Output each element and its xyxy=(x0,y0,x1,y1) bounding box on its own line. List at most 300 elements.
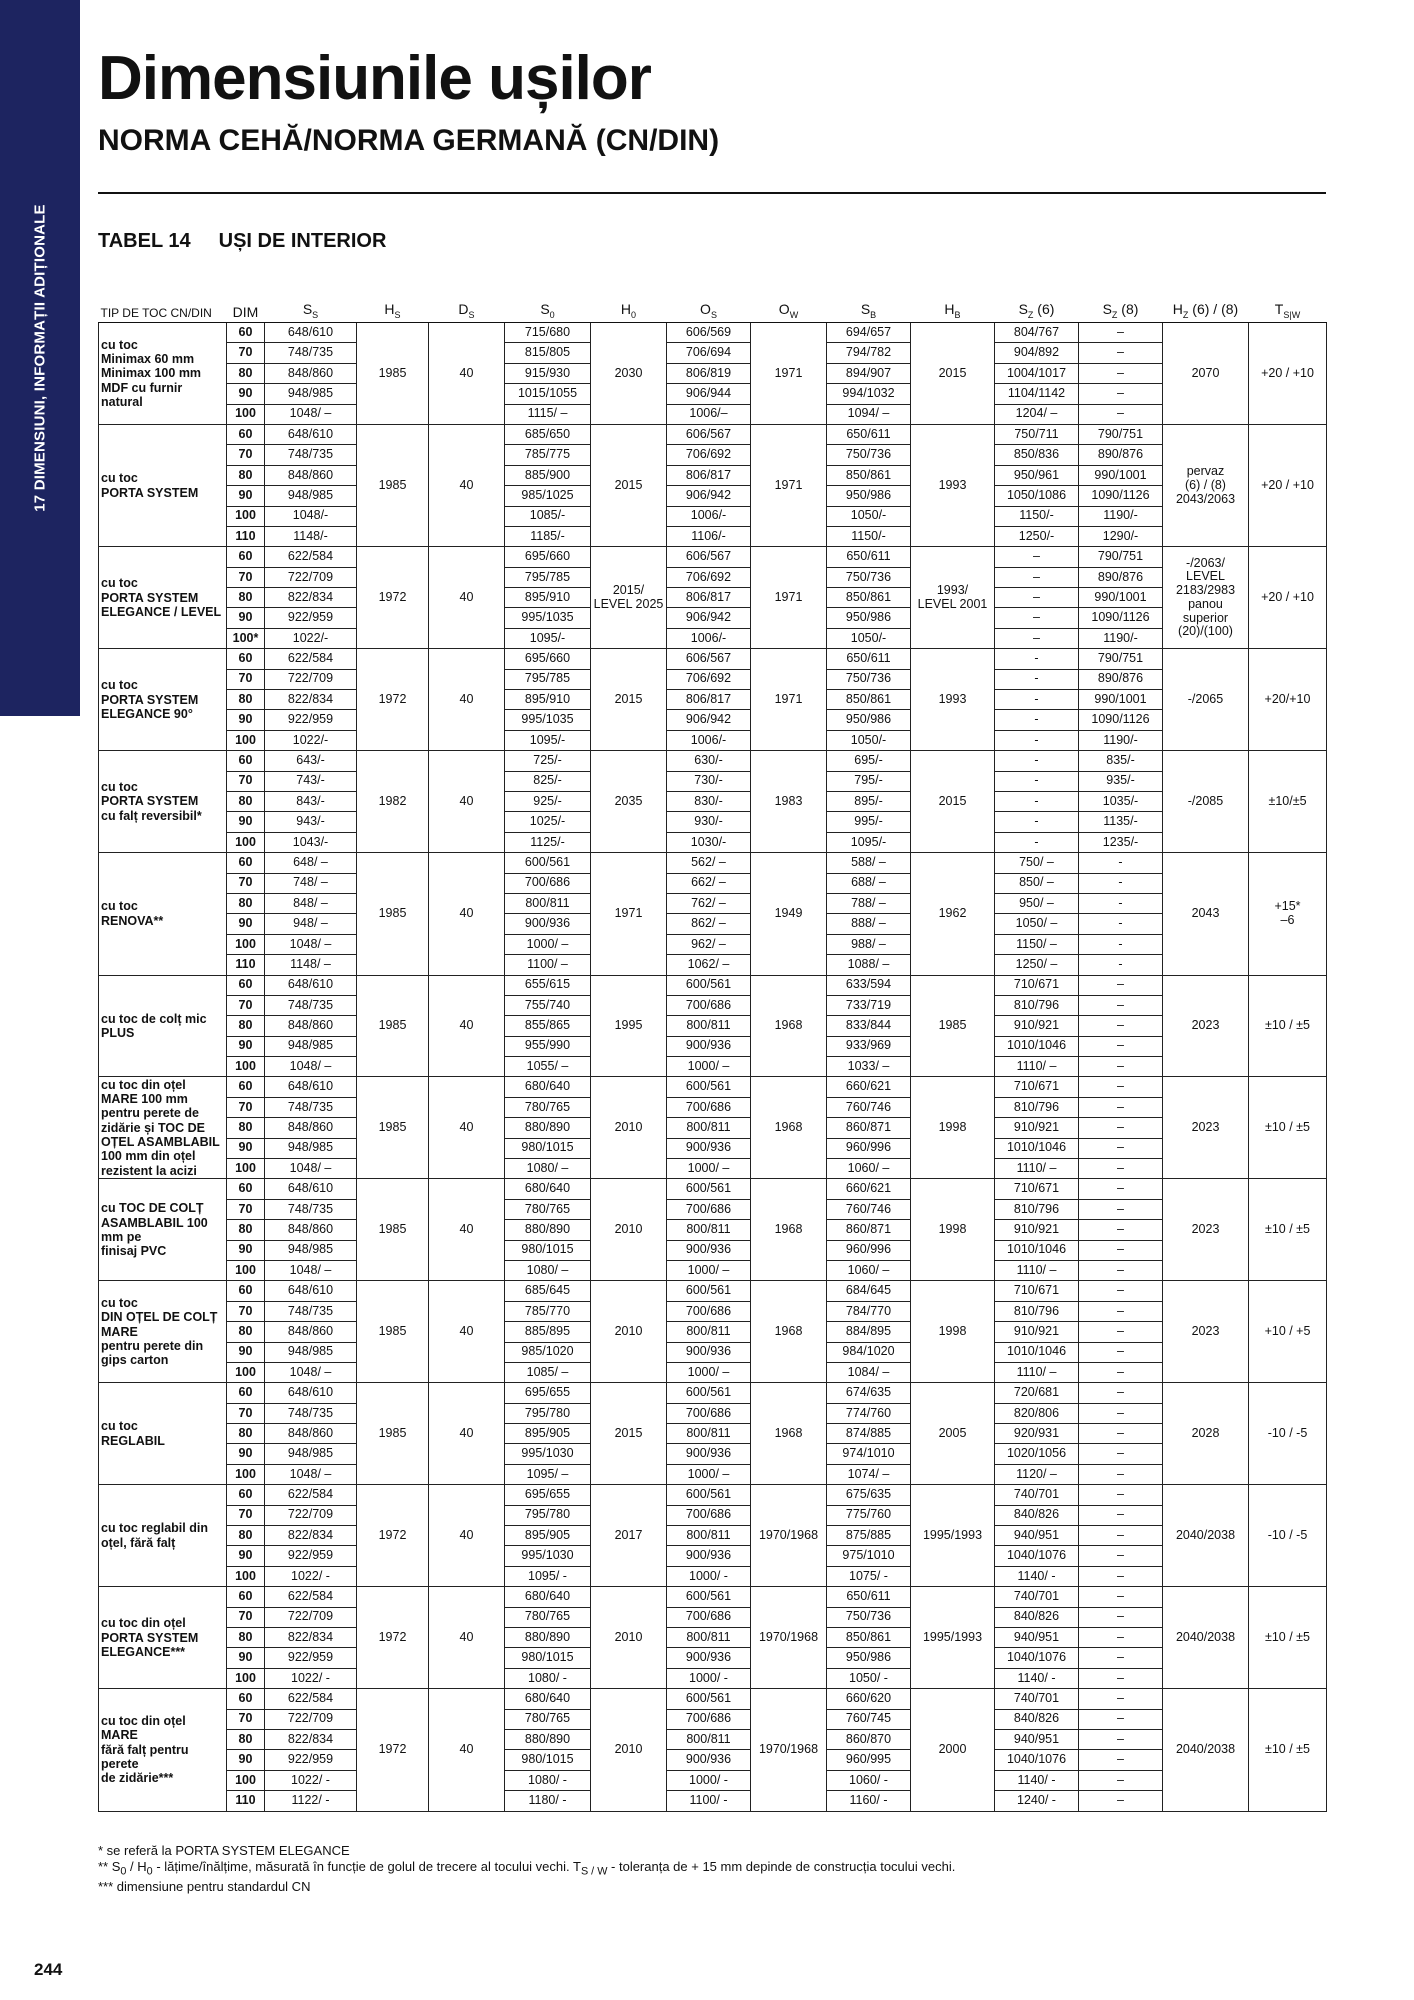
cell-hs: 1985 xyxy=(357,1077,429,1179)
cell-hs: 1972 xyxy=(357,649,429,751)
cell-dim: 70 xyxy=(227,1505,265,1525)
cell-os: 700/686 xyxy=(667,1097,751,1117)
cell-os: 700/686 xyxy=(667,1301,751,1321)
cell-hs: 1985 xyxy=(357,1383,429,1485)
page-number: 244 xyxy=(34,1960,63,1979)
cell-hb: 1962 xyxy=(911,853,995,975)
cell-sz8: 890/876 xyxy=(1079,669,1163,689)
cell-hb: 1985 xyxy=(911,975,995,1077)
table-row xyxy=(99,1036,1327,1056)
cell-os: 800/811 xyxy=(667,1016,751,1036)
table-row xyxy=(99,384,1327,404)
footnote-2-part: - lățime/înălțime, măsurată în funcție de golul de trecere al tocului vechi. T xyxy=(152,1859,581,1875)
cell-ow: 1968 xyxy=(751,975,827,1077)
cell-s0: 1080/ - xyxy=(505,1668,591,1688)
cell-ds: 40 xyxy=(429,424,505,546)
cell-sz6: 840/826 xyxy=(995,1607,1079,1627)
cell-sz8: – xyxy=(1079,1403,1163,1423)
cell-s0: 985/1025 xyxy=(505,486,591,506)
cell-dim: 80 xyxy=(227,690,265,710)
cell-os: 1006/- xyxy=(667,628,751,648)
cell-sb: 760/745 xyxy=(827,1709,911,1729)
table-row xyxy=(99,1322,1327,1342)
cell-os: 700/686 xyxy=(667,1607,751,1627)
table-row xyxy=(99,853,1327,873)
cell-sb: 774/760 xyxy=(827,1403,911,1423)
table-row xyxy=(99,1159,1327,1179)
table-row xyxy=(99,526,1327,546)
cell-sb: 950/986 xyxy=(827,486,911,506)
cell-dim: 90 xyxy=(227,486,265,506)
cell-os: 700/686 xyxy=(667,1403,751,1423)
table-title xyxy=(98,230,386,253)
cell-ss: 748/735 xyxy=(265,1403,357,1423)
cell-sz8: 835/- xyxy=(1079,751,1163,771)
cell-sz8: – xyxy=(1079,1383,1163,1403)
cell-sz6: 804/767 xyxy=(995,323,1079,343)
cell-hz: 2040/2038 xyxy=(1163,1689,1249,1811)
table-row xyxy=(99,1383,1327,1403)
cell-sz6: – xyxy=(995,547,1079,567)
cell-s0: 1115/ – xyxy=(505,404,591,424)
cell-sb: 850/861 xyxy=(827,1628,911,1648)
cell-sz6: 1040/1076 xyxy=(995,1648,1079,1668)
cell-dim: 60 xyxy=(227,547,265,567)
cell-sz8: – xyxy=(1079,404,1163,424)
table-row xyxy=(99,730,1327,750)
cell-dim: 60 xyxy=(227,1587,265,1607)
cell-tsw: +20/+10 xyxy=(1249,649,1327,751)
cell-ss: 748/735 xyxy=(265,343,357,363)
cell-sz6: – xyxy=(995,588,1079,608)
cell-hz: 2070 xyxy=(1163,323,1249,425)
table-row xyxy=(99,1791,1327,1811)
cell-sb: 775/760 xyxy=(827,1505,911,1525)
table-row xyxy=(99,812,1327,832)
table-row xyxy=(99,1342,1327,1362)
cell-sz6: - xyxy=(995,649,1079,669)
cell-sb: 884/895 xyxy=(827,1322,911,1342)
cell-s0: 885/900 xyxy=(505,465,591,485)
cell-dim: 70 xyxy=(227,445,265,465)
cell-sb: 660/620 xyxy=(827,1689,911,1709)
cell-sb: 733/719 xyxy=(827,995,911,1015)
cell-s0: 895/910 xyxy=(505,588,591,608)
table-row xyxy=(99,649,1327,669)
table-row xyxy=(99,1260,1327,1280)
cell-ss: 922/959 xyxy=(265,1648,357,1668)
cell-hs: 1972 xyxy=(357,1587,429,1689)
table-row xyxy=(99,1485,1327,1505)
cell-s0: 1055/ – xyxy=(505,1057,591,1077)
cell-sz6: 740/701 xyxy=(995,1485,1079,1505)
cell-os: 630/- xyxy=(667,751,751,771)
cell-hs: 1985 xyxy=(357,323,429,425)
cell-ds: 40 xyxy=(429,1179,505,1281)
cell-s0: 995/1035 xyxy=(505,608,591,628)
cell-ss: 743/- xyxy=(265,771,357,791)
cell-ss: 648/610 xyxy=(265,1179,357,1199)
cell-sb: 750/736 xyxy=(827,567,911,587)
cell-sz8: – xyxy=(1079,1689,1163,1709)
cell-s0: 995/1035 xyxy=(505,710,591,730)
cell-sb: 660/621 xyxy=(827,1179,911,1199)
cell-ow: 1971 xyxy=(751,323,827,425)
cell-os: 900/936 xyxy=(667,1546,751,1566)
cell-hb: 1998 xyxy=(911,1179,995,1281)
cell-dim: 90 xyxy=(227,1036,265,1056)
cell-dim: 60 xyxy=(227,424,265,444)
table-row xyxy=(99,465,1327,485)
cell-sb: 975/1010 xyxy=(827,1546,911,1566)
cell-s0: 1185/- xyxy=(505,526,591,546)
cell-ss: 748/735 xyxy=(265,1097,357,1117)
cell-os: 906/942 xyxy=(667,486,751,506)
cell-sz8: – xyxy=(1079,1301,1163,1321)
table-row xyxy=(99,588,1327,608)
cell-sz6: 1110/ – xyxy=(995,1057,1079,1077)
column-header: $D_S$ xyxy=(429,286,505,323)
cell-dim: 100 xyxy=(227,1362,265,1382)
cell-sb: 1150/- xyxy=(827,526,911,546)
cell-ow: 1970/1968 xyxy=(751,1485,827,1587)
cell-sz8: – xyxy=(1079,1424,1163,1444)
cell-ow: 1968 xyxy=(751,1383,827,1485)
cell-dim: 100 xyxy=(227,1770,265,1790)
cell-sz6: 740/701 xyxy=(995,1689,1079,1709)
cell-s0: 1085/ – xyxy=(505,1362,591,1382)
cell-os: 906/942 xyxy=(667,710,751,730)
cell-ss: 1048/- xyxy=(265,506,357,526)
cell-s0: 780/765 xyxy=(505,1607,591,1627)
cell-sz8: – xyxy=(1079,1485,1163,1505)
cell-sb: 795/- xyxy=(827,771,911,791)
cell-frame-type: cu toc DIN OȚEL DE COLȚ MARE pentru perete din gips carton xyxy=(99,1281,227,1383)
cell-ss: 648/610 xyxy=(265,323,357,343)
cell-s0: 1095/- xyxy=(505,730,591,750)
cell-os: 706/692 xyxy=(667,567,751,587)
cell-sb: 984/1020 xyxy=(827,1342,911,1362)
table-row xyxy=(99,832,1327,852)
cell-ss: 822/834 xyxy=(265,1526,357,1546)
cell-sb: 588/ – xyxy=(827,853,911,873)
table-row xyxy=(99,506,1327,526)
cell-dim: 70 xyxy=(227,1709,265,1729)
cell-os: 600/561 xyxy=(667,1179,751,1199)
cell-frame-type: cu toc PORTA SYSTEM cu falț reversibil* xyxy=(99,751,227,853)
cell-hz: -/2065 xyxy=(1163,649,1249,751)
cell-h0: 2015 xyxy=(591,424,667,546)
cell-dim: 60 xyxy=(227,1077,265,1097)
cell-hz: 2043 xyxy=(1163,853,1249,975)
table-row xyxy=(99,1505,1327,1525)
title-divider xyxy=(98,192,1326,194)
cell-dim: 80 xyxy=(227,1322,265,1342)
cell-sz8: – xyxy=(1079,1199,1163,1219)
cell-sz8: 1090/1126 xyxy=(1079,710,1163,730)
cell-hb: 1993 xyxy=(911,649,995,751)
cell-h0: 2010 xyxy=(591,1689,667,1811)
cell-s0: 1095/ – xyxy=(505,1464,591,1484)
cell-sz8: – xyxy=(1079,1587,1163,1607)
cell-ss: 622/584 xyxy=(265,1485,357,1505)
cell-ss: 948/ – xyxy=(265,914,357,934)
cell-dim: 90 xyxy=(227,384,265,404)
cell-hb: 2015 xyxy=(911,751,995,853)
cell-sz8: – xyxy=(1079,1240,1163,1260)
chapter-side-tab xyxy=(0,0,80,716)
cell-s0: 995/1030 xyxy=(505,1546,591,1566)
cell-dim: 80 xyxy=(227,1118,265,1138)
cell-sz8: – xyxy=(1079,1464,1163,1484)
cell-dim: 110 xyxy=(227,1791,265,1811)
cell-sz8: – xyxy=(1079,1668,1163,1688)
cell-sz6: 1010/1046 xyxy=(995,1036,1079,1056)
cell-dim: 60 xyxy=(227,853,265,873)
cell-hs: 1985 xyxy=(357,424,429,546)
cell-sz6: 1150/ – xyxy=(995,934,1079,954)
cell-ss: 1022/ - xyxy=(265,1770,357,1790)
cell-dim: 80 xyxy=(227,1729,265,1749)
cell-sz8: 1290/- xyxy=(1079,526,1163,546)
table-row xyxy=(99,1424,1327,1444)
cell-os: 600/561 xyxy=(667,1587,751,1607)
cell-os: 906/942 xyxy=(667,608,751,628)
table-row xyxy=(99,424,1327,444)
table-row xyxy=(99,669,1327,689)
cell-ds: 40 xyxy=(429,1077,505,1179)
table-row xyxy=(99,1628,1327,1648)
cell-sz6: 750/711 xyxy=(995,424,1079,444)
cell-ds: 40 xyxy=(429,323,505,425)
cell-ds: 40 xyxy=(429,751,505,853)
cell-sz8: - xyxy=(1079,955,1163,975)
cell-sz8: 990/1001 xyxy=(1079,465,1163,485)
cell-ow: 1971 xyxy=(751,547,827,649)
cell-tsw: ±10 / ±5 xyxy=(1249,1587,1327,1689)
cell-s0: 855/865 xyxy=(505,1016,591,1036)
cell-dim: 70 xyxy=(227,1097,265,1117)
cell-dim: 80 xyxy=(227,791,265,811)
cell-ss: 1048/ – xyxy=(265,1159,357,1179)
cell-ss: 1048/ – xyxy=(265,1260,357,1280)
cell-frame-type: cu toc din oțel MARE 100 mm pentru perete de zidărie și TOC DE OȚEL ASAMBLABIL 100 mm din oțel rezistent la acizi xyxy=(99,1077,227,1179)
table-row xyxy=(99,975,1327,995)
cell-s0: 780/765 xyxy=(505,1199,591,1219)
cell-tsw: ±10 / ±5 xyxy=(1249,1689,1327,1811)
cell-sz6: 1010/1046 xyxy=(995,1342,1079,1362)
cell-tsw: -10 / -5 xyxy=(1249,1485,1327,1587)
cell-hz: 2023 xyxy=(1163,1281,1249,1383)
cell-ss: 748/735 xyxy=(265,995,357,1015)
cell-frame-type: cu toc din oțel MARE fără falț pentru perete de zidărie*** xyxy=(99,1689,227,1811)
cell-dim: 70 xyxy=(227,1199,265,1219)
footnotes xyxy=(98,1843,955,1896)
cell-dim: 100 xyxy=(227,1057,265,1077)
cell-sb: 875/885 xyxy=(827,1526,911,1546)
table-row xyxy=(99,1281,1327,1301)
cell-sb: 694/657 xyxy=(827,323,911,343)
cell-s0: 980/1015 xyxy=(505,1240,591,1260)
table-row xyxy=(99,404,1327,424)
cell-hs: 1985 xyxy=(357,975,429,1077)
cell-s0: 815/805 xyxy=(505,343,591,363)
cell-ds: 40 xyxy=(429,649,505,751)
cell-h0: 2010 xyxy=(591,1281,667,1383)
cell-sz8: – xyxy=(1079,1220,1163,1240)
cell-ss: 622/584 xyxy=(265,649,357,669)
cell-s0: 980/1015 xyxy=(505,1648,591,1668)
cell-s0: 885/895 xyxy=(505,1322,591,1342)
cell-s0: 700/686 xyxy=(505,873,591,893)
cell-s0: 895/905 xyxy=(505,1424,591,1444)
cell-hs: 1985 xyxy=(357,853,429,975)
cell-h0: 2015/ LEVEL 2025 xyxy=(591,547,667,649)
cell-sb: 695/- xyxy=(827,751,911,771)
cell-dim: 80 xyxy=(227,1424,265,1444)
cell-os: 830/- xyxy=(667,791,751,811)
cell-ss: 1148/- xyxy=(265,526,357,546)
cell-sz8: – xyxy=(1079,1546,1163,1566)
cell-s0: 1180/ - xyxy=(505,1791,591,1811)
cell-sb: 1084/ – xyxy=(827,1362,911,1382)
cell-ss: 648/ – xyxy=(265,853,357,873)
table-row xyxy=(99,323,1327,343)
cell-dim: 60 xyxy=(227,1485,265,1505)
cell-sz8: – xyxy=(1079,1057,1163,1077)
cell-sz8: – xyxy=(1079,1770,1163,1790)
cell-sb: 1050/- xyxy=(827,506,911,526)
cell-sz6: 850/ – xyxy=(995,873,1079,893)
cell-s0: 795/780 xyxy=(505,1505,591,1525)
cell-os: 962/ – xyxy=(667,934,751,954)
cell-ss: 922/959 xyxy=(265,1750,357,1770)
cell-s0: 880/890 xyxy=(505,1118,591,1138)
cell-ss: 948/985 xyxy=(265,384,357,404)
cell-sz8: 1190/- xyxy=(1079,628,1163,648)
cell-ss: 822/834 xyxy=(265,690,357,710)
cell-sz6: 1120/ – xyxy=(995,1464,1079,1484)
table-name: UȘI DE INTERIOR xyxy=(218,230,387,252)
cell-s0: 1095/- xyxy=(505,628,591,648)
cell-dim: 70 xyxy=(227,995,265,1015)
cell-dim: 60 xyxy=(227,1179,265,1199)
cell-sz6: - xyxy=(995,832,1079,852)
cell-hz: 2040/2038 xyxy=(1163,1485,1249,1587)
cell-ss: 948/985 xyxy=(265,1342,357,1362)
cell-dim: 100 xyxy=(227,1260,265,1280)
table-row xyxy=(99,567,1327,587)
cell-sz8: – xyxy=(1079,1077,1163,1097)
cell-sb: 760/746 xyxy=(827,1097,911,1117)
cell-ss: 848/ – xyxy=(265,893,357,913)
cell-h0: 1995 xyxy=(591,975,667,1077)
table-row xyxy=(99,1097,1327,1117)
column-header: $H_B$ xyxy=(911,286,995,323)
footnote-2-sub: 0 xyxy=(146,1865,153,1878)
cell-os: 906/944 xyxy=(667,384,751,404)
cell-os: 600/561 xyxy=(667,1689,751,1709)
cell-sb: 794/782 xyxy=(827,343,911,363)
cell-sz8: 1190/- xyxy=(1079,730,1163,750)
cell-dim: 80 xyxy=(227,1526,265,1546)
cell-sz8: 790/751 xyxy=(1079,547,1163,567)
cell-s0: 895/910 xyxy=(505,690,591,710)
cell-ss: 848/860 xyxy=(265,1424,357,1444)
cell-ds: 40 xyxy=(429,975,505,1077)
cell-sb: 760/746 xyxy=(827,1199,911,1219)
cell-sb: 1050/- xyxy=(827,628,911,648)
cell-hz: -/2085 xyxy=(1163,751,1249,853)
cell-s0: 880/890 xyxy=(505,1628,591,1648)
cell-ds: 40 xyxy=(429,547,505,649)
cell-dim: 90 xyxy=(227,1240,265,1260)
cell-dim: 80 xyxy=(227,363,265,383)
cell-frame-type: cu toc PORTA SYSTEM xyxy=(99,424,227,546)
cell-tsw: +10 / +5 xyxy=(1249,1281,1327,1383)
cell-s0: 900/936 xyxy=(505,914,591,934)
cell-dim: 90 xyxy=(227,1750,265,1770)
cell-os: 600/561 xyxy=(667,975,751,995)
cell-ss: 1122/ - xyxy=(265,1791,357,1811)
table-row xyxy=(99,1668,1327,1688)
cell-s0: 795/785 xyxy=(505,567,591,587)
cell-sz8: - xyxy=(1079,853,1163,873)
cell-sz6: 910/921 xyxy=(995,1016,1079,1036)
cell-sb: 650/611 xyxy=(827,1587,911,1607)
table-row xyxy=(99,955,1327,975)
table-row xyxy=(99,1587,1327,1607)
cell-sz6: 1140/ - xyxy=(995,1668,1079,1688)
cell-sz8: – xyxy=(1079,1526,1163,1546)
cell-sb: 1050/- xyxy=(827,730,911,750)
cell-sz6: 940/951 xyxy=(995,1628,1079,1648)
cell-sz6: 750/ – xyxy=(995,853,1079,873)
cell-os: 900/936 xyxy=(667,1138,751,1158)
cell-sb: 950/986 xyxy=(827,608,911,628)
cell-ss: 1048/ – xyxy=(265,1057,357,1077)
table-row xyxy=(99,445,1327,465)
table-row xyxy=(99,1464,1327,1484)
cell-os: 930/- xyxy=(667,812,751,832)
cell-sb: 874/885 xyxy=(827,1424,911,1444)
cell-dim: 60 xyxy=(227,975,265,995)
cell-sz6: 710/671 xyxy=(995,1281,1079,1301)
cell-dim: 60 xyxy=(227,1281,265,1301)
cell-s0: 795/785 xyxy=(505,669,591,689)
cell-ss: 622/584 xyxy=(265,547,357,567)
cell-sz8: – xyxy=(1079,1362,1163,1382)
cell-s0: 780/765 xyxy=(505,1709,591,1729)
cell-sb: 1033/ – xyxy=(827,1057,911,1077)
cell-sz8: – xyxy=(1079,363,1163,383)
cell-ss: 1148/ – xyxy=(265,955,357,975)
cell-sb: 1160/ - xyxy=(827,1791,911,1811)
cell-s0: 1080/ – xyxy=(505,1159,591,1179)
cell-sb: 1074/ – xyxy=(827,1464,911,1484)
cell-ss: 722/709 xyxy=(265,1505,357,1525)
cell-sz6: 1110/ – xyxy=(995,1159,1079,1179)
cell-dim: 90 xyxy=(227,1546,265,1566)
cell-sz8: – xyxy=(1079,1791,1163,1811)
cell-sz6: – xyxy=(995,608,1079,628)
cell-sb: 750/736 xyxy=(827,1607,911,1627)
cell-sb: 660/621 xyxy=(827,1077,911,1097)
cell-sz8: – xyxy=(1079,1648,1163,1668)
cell-sz6: 1150/- xyxy=(995,506,1079,526)
column-header: $O_S$ xyxy=(667,286,751,323)
cell-ss: 848/860 xyxy=(265,363,357,383)
